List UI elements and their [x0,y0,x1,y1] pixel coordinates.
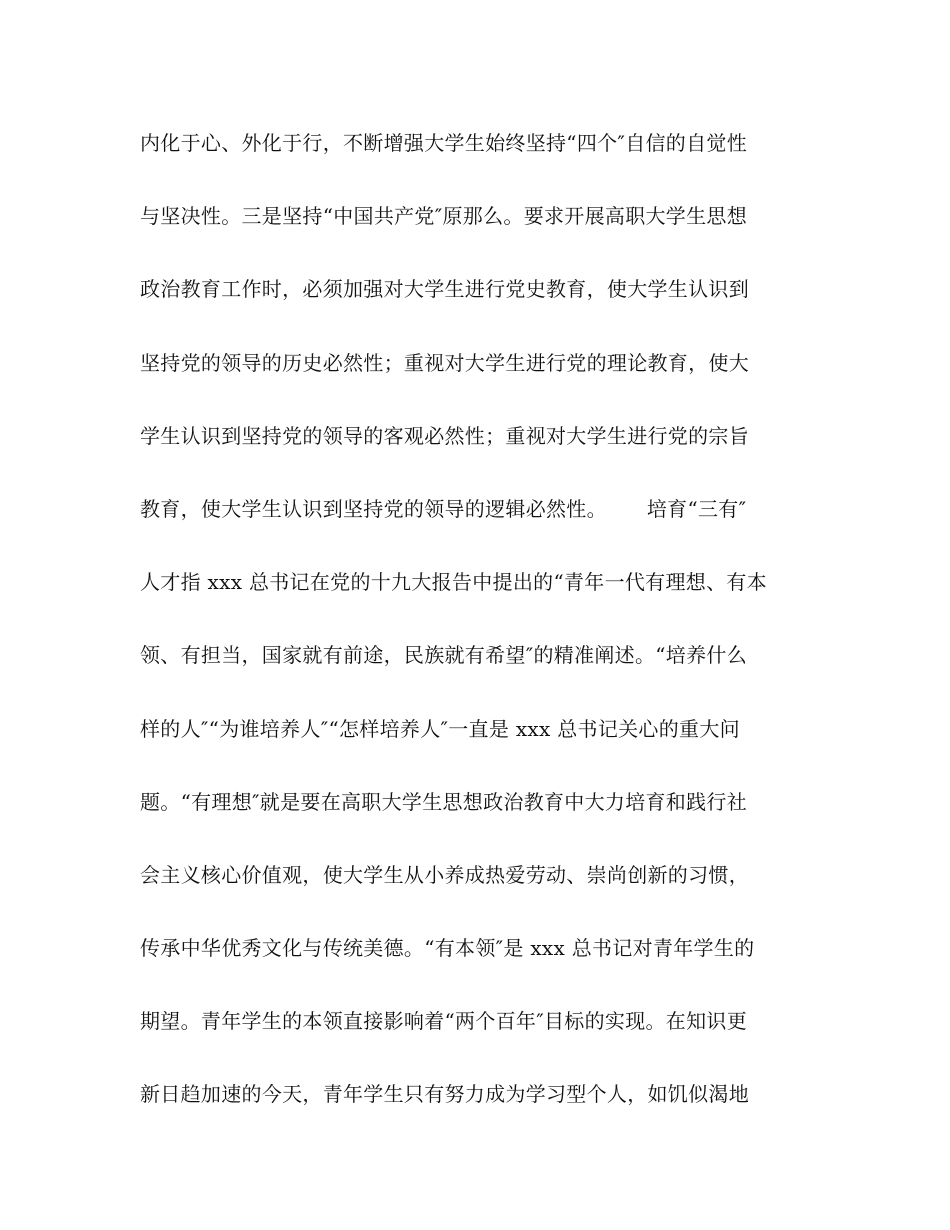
text-line: 学生认识到坚持党的领导的客观必然性；重视对大学生进行党的宗旨 [140,423,749,448]
text-line: 坚持党的领导的历史必然性；重视对大学生进行党的理论教育，使大 [140,350,749,375]
text-line: 期望。青年学生的本领直接影响着“两个百年″目标的实现。在知识更 [140,1009,747,1034]
text-line: 内化于心、外化于行，不断增强大学生始终坚持“四个″自信的自觉性 [140,131,747,155]
text-line: 样的人″“为谁培养人″“怎样培养人″一直是 xxx 总书记关心的重大问 [140,716,740,741]
body-text [140,120,830,1145]
text-line: 领、有担当，国家就有前途，民族就有希望″的精准阐述。“培养什么 [140,643,747,668]
text-line: 题。“有理想″就是要在高职大学生思想政治教育中大力培育和践行社 [140,789,747,814]
text-line: 教育，使大学生认识到坚持党的领导的逻辑必然性。 培育“三有″ [140,496,747,521]
text-line: 与坚决性。三是坚持“中国共产党″原那么。要求开展高职大学生思想 [140,204,747,229]
text-line: 政治教育工作时，必须加强对大学生进行党史教育，使大学生认识到 [140,277,749,302]
text-line: 新日趋加速的今天，青年学生只有努力成为学习型个人，如饥似渴地 [140,1082,749,1107]
text-line: 人才指 xxx 总书记在党的十九大报告中提出的“青年一代有理想、有本 [140,570,767,595]
text-line: 会主义核心价值观，使大学生从小养成热爱劳动、崇尚创新的习惯， [140,862,749,887]
text-line: 传承中华优秀文化与传统美德。“有本领″是 xxx 总书记对青年学生的 [140,936,755,961]
